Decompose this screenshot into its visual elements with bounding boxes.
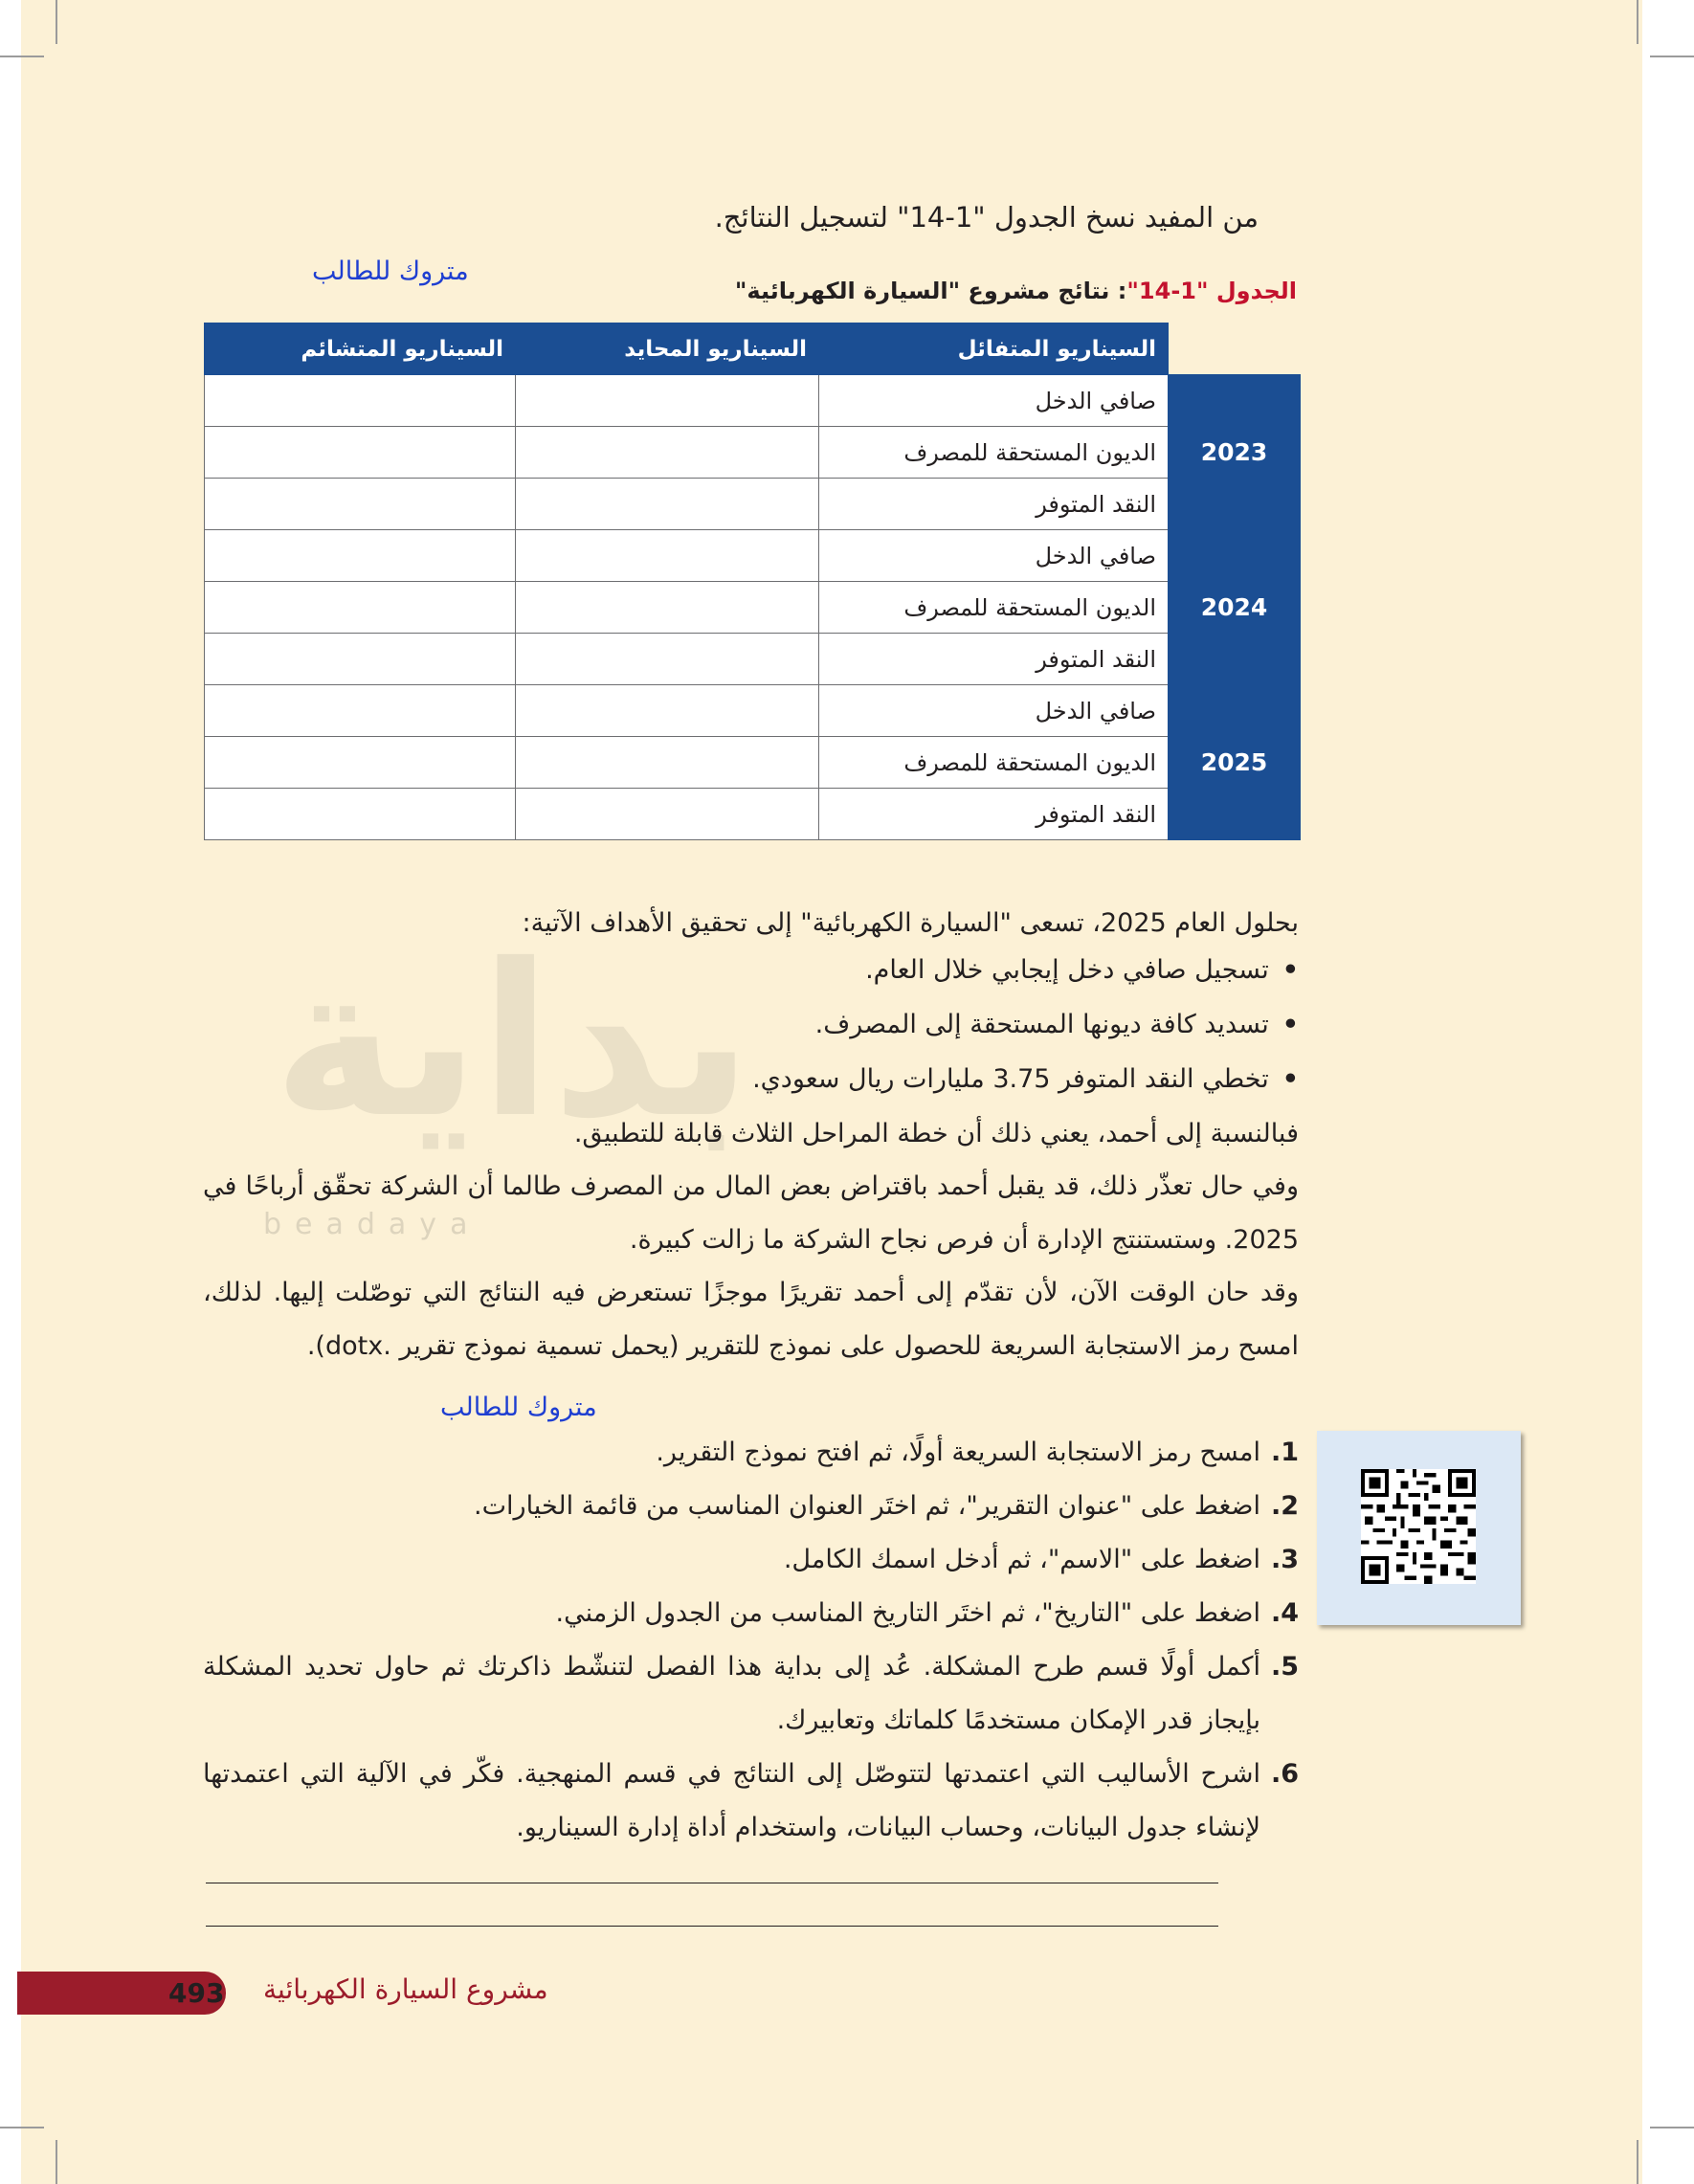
step-text: أكمل أولًا قسم طرح المشكلة. عُد إلى بداية هذا الفصل لتنشّط ذاكرتك ثم حاول تحديد المشكلة بإيجاز قدر الإمكان مستخدمًا كلماتك وتعابيرك. <box>203 1652 1260 1735</box>
list-item <box>203 1640 1299 1748</box>
page-number: 493 <box>168 1977 225 2009</box>
metric-cell: الديون المستحقة للمصرف <box>819 582 1169 634</box>
crop-mark <box>1637 0 1638 44</box>
list-item <box>203 1426 1299 1480</box>
step-text: اضغط على "عنوان التقرير"، ثم اختَر العنوان المناسب من قائمة الخيارات. <box>474 1491 1260 1521</box>
crop-mark <box>1637 2140 1638 2184</box>
goals-list <box>752 943 1299 1106</box>
qr-code-icon[interactable] <box>1361 1469 1476 1584</box>
step-text: امسح رمز الاستجابة السريعة أولًا، ثم افتح نموذج التقرير. <box>656 1437 1260 1467</box>
table-caption-label: الجدول "1-14" <box>1126 278 1297 304</box>
blank-cell[interactable] <box>516 530 819 582</box>
list-item: • تخطي النقد المتوفر 3.75 مليارات ريال سعودي. <box>752 1052 1299 1106</box>
blank-cell[interactable] <box>205 685 516 737</box>
table-row <box>205 479 1301 530</box>
answer-line[interactable] <box>206 1926 1218 1927</box>
blank-cell[interactable] <box>516 375 819 427</box>
results-table <box>204 323 1301 840</box>
metric-cell: صافي الدخل <box>819 375 1169 427</box>
table-row <box>205 375 1301 427</box>
watermark-logo: بداية <box>273 919 753 1164</box>
blank-cell[interactable] <box>516 685 819 737</box>
table-row <box>205 789 1301 840</box>
step-text: اشرح الأساليب التي اعتمدتها لتتوصّل إلى النتائج في قسم المنهجية. فكّر في الآلية التي اعتمدتها لإنشاء جدول البيانات، وحساب البيانات، واستخدام أداة إدارة السيناريو. <box>203 1759 1260 1842</box>
step-text: اضغط على "التاريخ"، ثم اختَر التاريخ المناسب من الجدول الزمني. <box>555 1598 1260 1628</box>
blank-cell[interactable] <box>205 789 516 840</box>
crop-mark <box>1650 2127 1694 2128</box>
table-row <box>205 634 1301 685</box>
table-caption <box>735 278 1297 304</box>
year-cell: 2024 <box>1169 530 1301 685</box>
goals-intro: بحلول العام 2025، تسعى "السيارة الكهربائية" إلى تحقيق الأهداف الآتية: <box>522 908 1299 938</box>
step-number: 2. <box>1270 1491 1299 1521</box>
year-cell: 2023 <box>1169 375 1301 530</box>
intro-text: من المفيد نسخ الجدول "1-14" لتسجيل النتائج. <box>714 201 1259 234</box>
table-header-row <box>205 323 1301 375</box>
table-row <box>205 737 1301 789</box>
blank-cell[interactable] <box>205 582 516 634</box>
step-number: 6. <box>1270 1759 1299 1789</box>
metric-cell: الديون المستحقة للمصرف <box>819 737 1169 789</box>
metric-cell: النقد المتوفر <box>819 634 1169 685</box>
step-number: 1. <box>1270 1437 1299 1467</box>
table-row <box>205 685 1301 737</box>
crop-mark <box>56 2140 57 2184</box>
table-corner <box>1169 323 1301 375</box>
blank-cell[interactable] <box>516 789 819 840</box>
paragraph: وفي حال تعذّر ذلك، قد يقبل أحمد باقتراض بعض المال من المصرف طالما أن الشركة تحقّق أرباحًا في 2025. وستستنتج الإدارة أن فرص نجاح الشركة ما زالت كبيرة. <box>203 1171 1299 1255</box>
blank-cell[interactable] <box>516 479 819 530</box>
metric-cell: النقد المتوفر <box>819 789 1169 840</box>
paragraph: وقد حان الوقت الآن، لأن تقدّم إلى أحمد تقريرًا موجزًا تستعرض فيه النتائج التي توصّلت إليها. لذلك، امسح رمز الاستجابة السريعة للحصول على نموذج للتقرير (يحمل تسمية نموذج تقرير .dotx). <box>203 1278 1299 1361</box>
table-row <box>205 427 1301 479</box>
blank-cell[interactable] <box>516 427 819 479</box>
crop-mark <box>1650 56 1694 57</box>
table-row <box>205 582 1301 634</box>
student-note: متروك للطالب <box>312 256 469 286</box>
watermark-subtext: beadaya <box>263 1208 481 1241</box>
table-row <box>205 530 1301 582</box>
metric-cell: الديون المستحقة للمصرف <box>819 427 1169 479</box>
blank-cell[interactable] <box>205 530 516 582</box>
list-item <box>203 1587 1299 1640</box>
crop-mark <box>0 2127 44 2128</box>
metric-cell: النقد المتوفر <box>819 479 1169 530</box>
student-note: متروك للطالب <box>440 1393 597 1422</box>
list-item: • تسجيل صافي دخل إيجابي خلال العام. <box>752 943 1299 997</box>
blank-cell[interactable] <box>205 479 516 530</box>
header-neutral: السيناريو المحايد <box>516 323 819 375</box>
step-number: 3. <box>1270 1545 1299 1574</box>
header-pessimistic: السيناريو المتشائم <box>205 323 516 375</box>
qr-code-card[interactable] <box>1317 1431 1521 1625</box>
blank-cell[interactable] <box>205 427 516 479</box>
crop-mark <box>56 0 57 44</box>
header-optimistic: السيناريو المتفائل <box>819 323 1169 375</box>
year-cell: 2025 <box>1169 685 1301 840</box>
list-item <box>203 1533 1299 1587</box>
steps-list <box>203 1426 1299 1855</box>
step-number: 4. <box>1270 1598 1299 1628</box>
metric-cell: صافي الدخل <box>819 685 1169 737</box>
metric-cell: صافي الدخل <box>819 530 1169 582</box>
blank-cell[interactable] <box>205 737 516 789</box>
table-caption-separator: : <box>1109 278 1127 304</box>
crop-mark <box>0 56 44 57</box>
blank-cell[interactable] <box>516 582 819 634</box>
blank-cell[interactable] <box>205 634 516 685</box>
blank-cell[interactable] <box>516 737 819 789</box>
list-item <box>203 1748 1299 1855</box>
blank-cell[interactable] <box>516 634 819 685</box>
blank-cell[interactable] <box>205 375 516 427</box>
step-text: اضغط على "الاسم"، ثم أدخل اسمك الكامل. <box>783 1545 1260 1574</box>
list-item <box>203 1480 1299 1533</box>
table-caption-text: نتائج مشروع "السيارة الكهربائية" <box>734 278 1110 304</box>
step-number: 5. <box>1270 1652 1299 1682</box>
footer-title: مشروع السيارة الكهربائية <box>263 1973 548 2005</box>
list-item: • تسديد كافة ديونها المستحقة إلى المصرف. <box>752 997 1299 1052</box>
paragraph: فبالنسبة إلى أحمد، يعني ذلك أن خطة المراحل الثلاث قابلة للتطبيق. <box>573 1119 1299 1148</box>
